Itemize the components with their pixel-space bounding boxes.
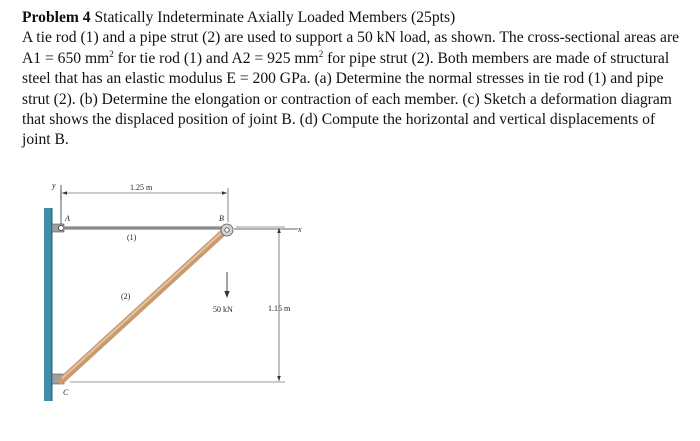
problem-text-1: A tie rod (1) and a pipe strut (2) are used to support a 50 kN load, as shown. The cross-sectional areas are A1 = 650 mm — [22, 29, 680, 67]
dim-vertical-label: 1.15 m — [268, 304, 291, 313]
problem-text-2: for tie rod (1) and A2 = 925 mm — [113, 49, 319, 67]
dim-horizontal-label: 1.25 m — [130, 183, 153, 192]
problem-title: Statically Indeterminate Axially Loaded Members (25pts) — [94, 9, 456, 26]
dim-arrow-right — [222, 191, 227, 195]
point-b-label: B — [219, 214, 224, 223]
point-c-label: C — [63, 388, 69, 397]
problem-text-3: for pipe strut (2). Both members are made of structural steel that has an elastic modulus E = 200 GPa. (a) Determine the normal stresses in tie rod (1) and pipe strut (2). (b) Determine the elongation or contraction of each member. (c) Sketch a deformation diagram that shows the displaced position of joint B. (d) Compute the horizontal and vertical displacements of joint B. — [22, 49, 672, 149]
dim-arrow-bottom — [277, 376, 281, 381]
x-axis-label: x — [298, 225, 302, 234]
superscript-1: 2 — [109, 48, 114, 59]
pin-a — [59, 226, 64, 231]
pipe-strut-2 — [61, 230, 226, 381]
load-label: 50 kN — [213, 305, 233, 314]
member-2-label: (2) — [121, 292, 131, 301]
problem-number: Problem 4 — [22, 9, 91, 26]
pipe-strut-2-highlight — [62, 230, 225, 379]
superscript-2: 2 — [318, 48, 324, 59]
pin-b — [225, 228, 229, 232]
wall-edge — [51, 208, 53, 401]
load-arrowhead — [224, 291, 229, 298]
point-a-label: A — [65, 214, 70, 223]
dim-arrow-left — [62, 191, 67, 195]
y-axis-label: y — [52, 181, 56, 190]
wall — [44, 208, 52, 401]
member-1-label: (1) — [127, 233, 137, 242]
